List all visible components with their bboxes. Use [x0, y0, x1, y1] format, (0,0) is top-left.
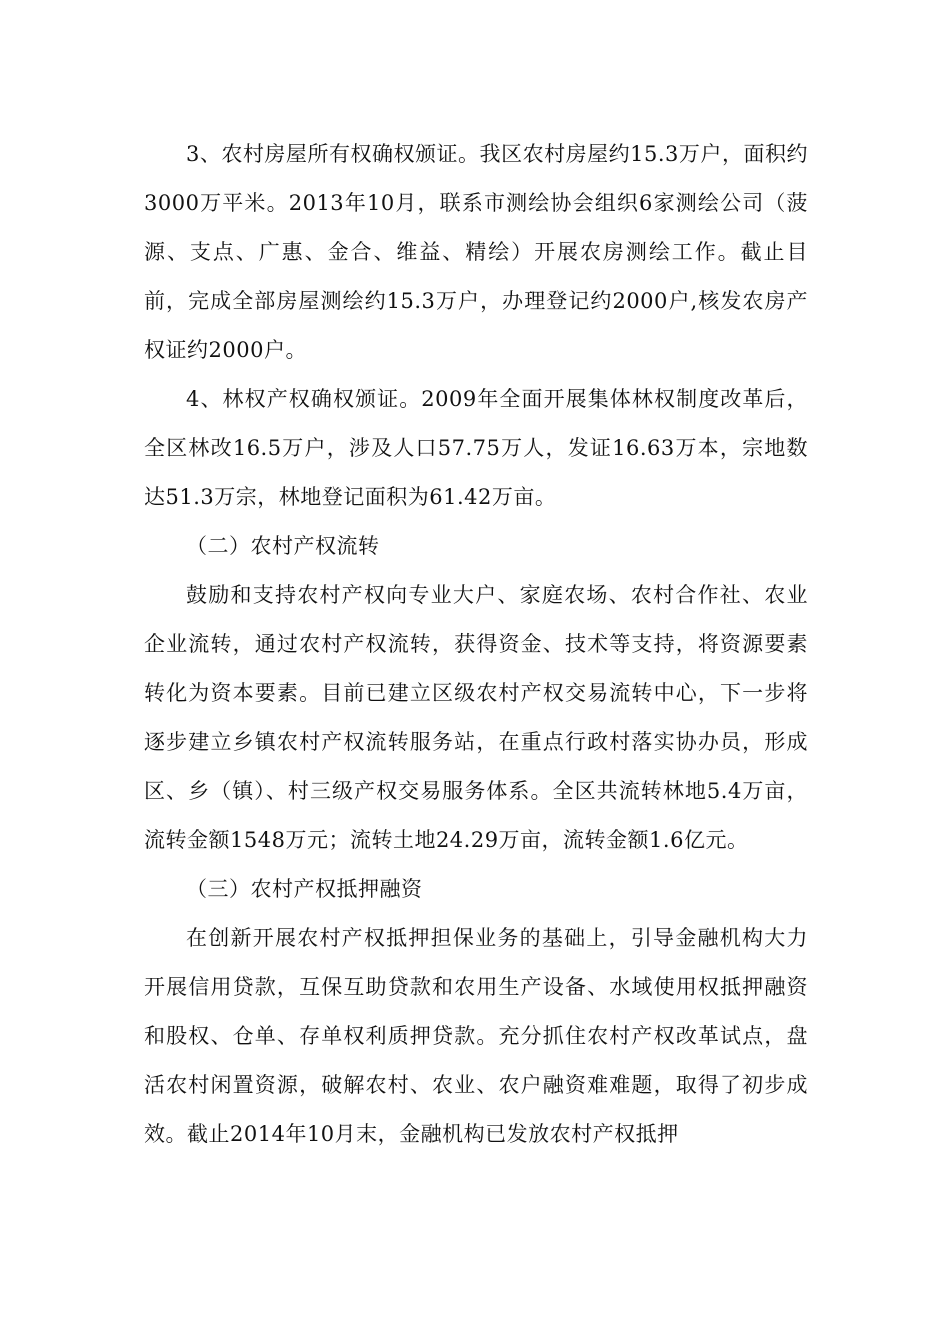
heading-transfer: （二）农村产权流转	[186, 534, 380, 558]
paragraph-mortgage: 在创新开展农村产权抵押担保业务的基础上，引导金融机构大力开展信用贷款，互保互助贷款和农用生产设备、水域使用权抵押融资和股权、仓单、存单权利质押贷款。充分抓住农村产权改革试点，盘活农村闲置资源，破解农村、农业、农户融资难难题，取得了初步成效。截止2014年10月末，金融机构已发放农村产权抵押	[144, 926, 808, 1146]
paragraph-transfer: 鼓励和支持农村产权向专业大户、家庭农场、农村合作社、农业企业流转，通过农村产权流转，获得资金、技术等支持，将资源要素转化为资本要素。目前已建立区级农村产权交易流转中心，下一步将逐步建立乡镇农村产权流转服务站，在重点行政村落实协办员，形成区、乡（镇）、村三级产权交易服务体系。全区共流转林地5.4万亩，流转金额1548万元；流转土地24.29万亩，流转金额1.6亿元。	[144, 583, 808, 852]
paragraph-forest-rights: 4、林权产权确权颁证。2009年全面开展集体林权制度改革后，全区林改16.5万户，涉及人口57.75万人，发证16.63万本，宗地数达51.3万宗，林地登记面积为61.42万亩。	[144, 387, 808, 509]
paragraph-house-rights: 3、农村房屋所有权确权颁证。我区农村房屋约15.3万户，面积约3000万平米。2013年10月，联系市测绘协会组织6家测绘公司（菠源、支点、广惠、金合、维益、精绘）开展农房测绘工作。截止目前，完成全部房屋测绘约15.3万户，办理登记约2000户,核发农房产权证约2000户。	[144, 142, 808, 362]
document-body	[144, 130, 808, 1159]
heading-mortgage: （三）农村产权抵押融资	[186, 877, 423, 901]
